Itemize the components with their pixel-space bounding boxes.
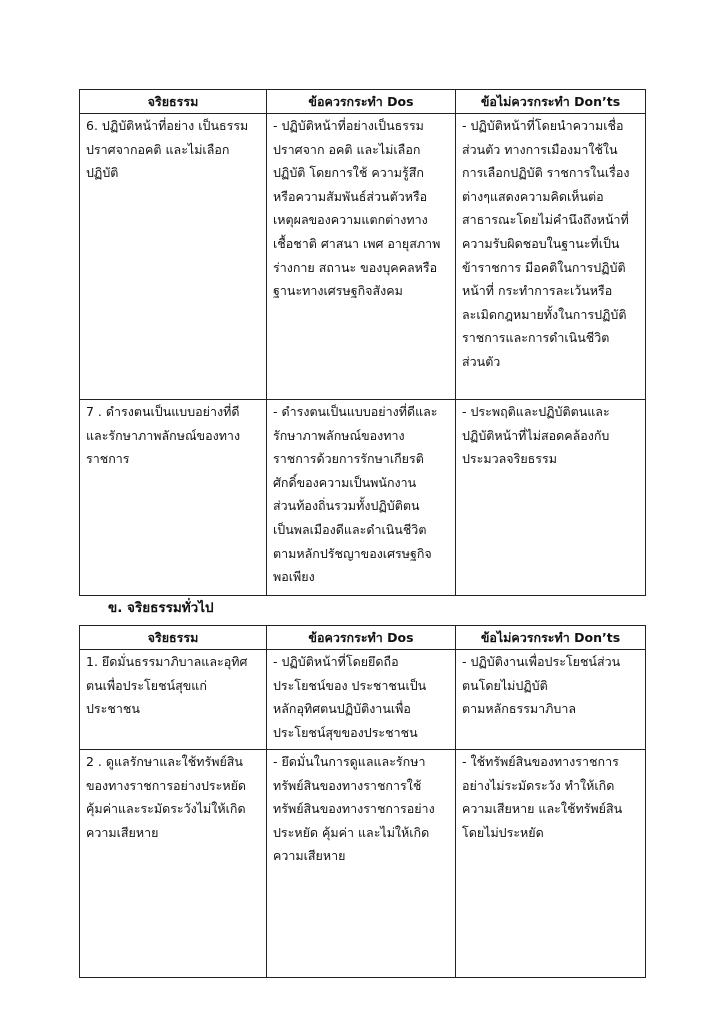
- dos-cell: [267, 114, 456, 400]
- donts-cell: [456, 650, 646, 750]
- table-row: [80, 114, 646, 400]
- donts-cell: [456, 750, 646, 978]
- table-row: [80, 400, 646, 596]
- dos-cell: [267, 750, 456, 978]
- header-dos: ข้อควรกระทำ Dos: [267, 626, 456, 650]
- ethics-cell: [80, 114, 267, 400]
- ethics-table-2: [79, 625, 646, 978]
- dos-cell: [267, 650, 456, 750]
- header-donts: ข้อไม่ควรกระทำ Don’ts: [456, 90, 646, 114]
- ethics-text: 1. ยึดมั่นธรรมาภิบาลและอุทิศ ตนเพื่อประโยชน์สุขแก่ ประชาชน: [86, 654, 248, 717]
- ethics-cell: [80, 750, 267, 978]
- ethics-text: 7 . ดำรงตนเป็นแบบอย่างที่ดี และรักษาภาพลักษณ์ของทาง ราชการ: [86, 404, 241, 467]
- header-ethics: จริยธรรม: [80, 626, 267, 650]
- ethics-table-1: [79, 89, 646, 596]
- ethics-text: 6. ปฏิบัติหน้าที่อย่าง เป็นธรรม ปราศจากอคติ และไม่เลือก ปฏิบัติ: [86, 118, 249, 181]
- dos-text: - ดำรงตนเป็นแบบอย่างที่ดีและ รักษาภาพลักษณ์ของทาง ราชการด้วยการรักษาเกียรติ ศักดิ์ของความเป็นพนักงาน ส่วนท้องถิ่นรวมทั้งปฏิบัติตน เป็นพลเมืองดีและดำเนินชีวิต ตามหลักปรัชญาของเศรษฐกิจ พอเพียง: [273, 404, 438, 585]
- donts-text: - ประพฤติและปฏิบัติตนและ ปฏิบัติหน้าที่ไม่สอดคล้องกับ ประมวลจริยธรรม: [462, 404, 610, 467]
- donts-cell: [456, 400, 646, 596]
- header-ethics: จริยธรรม: [80, 90, 267, 114]
- table-row: [80, 650, 646, 750]
- donts-text: - ใช้ทรัพย์สินของทางราชการ อย่างไม่ระมัดระวัง ทำให้เกิด ความเสียหาย และใช้ทรัพย์สิน โดยไม่ประหยัด: [462, 754, 623, 840]
- ethics-cell: [80, 650, 267, 750]
- donts-cell: [456, 114, 646, 400]
- dos-text: - ปฏิบัติหน้าที่อย่างเป็นธรรม ปราศจาก อคติ และไม่เลือก ปฏิบัติ โดยการใช้ ความรู้สึก หรือความสัมพันธ์ส่วนตัวหรือ เหตุผลของความแตกต่างทาง เชื้อชาติ ศาสนา เพศ อายุสภาพ ร่างกาย สถานะ ของบุคคลหรือ ฐานะทางเศรษฐกิจสังคม: [273, 118, 441, 299]
- dos-cell: [267, 400, 456, 596]
- dos-text: - ปฏิบัติหน้าที่โดยยึดถือ ประโยชน์ของ ประชาชนเป็น หลักอุทิศตนปฏิบัติงานเพื่อ ประโยชน์สุขของประชาชน: [273, 654, 427, 740]
- section-title-general-ethics: ข. จริยธรรมทั่วไป: [108, 600, 214, 616]
- ethics-cell: [80, 400, 267, 596]
- table-header-row: [80, 90, 646, 114]
- dos-text: - ยึดมั่นในการดูแลและรักษา ทรัพย์สินของทางราชการใช้ ทรัพย์สินของทางราชการอย่าง ประหยัด คุ้มค่า และไม่ให้เกิด ความเสียหาย: [273, 754, 435, 864]
- table-header-row: [80, 626, 646, 650]
- table-row: [80, 750, 646, 978]
- donts-text: - ปฏิบัติงานเพื่อประโยชน์ส่วน ตนโดยไม่ปฏิบัติ ตามหลักธรรมาภิบาล: [462, 654, 621, 717]
- header-donts: ข้อไม่ควรกระทำ Don’ts: [456, 626, 646, 650]
- ethics-text: 2 . ดูแลรักษาและใช้ทรัพย์สิน ของทางราชการอย่างประหยัด คุ้มค่าและระมัดระวังไม่ให้เกิด ความเสียหาย: [86, 754, 247, 840]
- header-dos: ข้อควรกระทำ Dos: [267, 90, 456, 114]
- donts-text: - ปฏิบัติหน้าที่โดยนำความเชื่อ ส่วนตัว ทางการเมืองมาใช้ใน การเลือกปฏิบัติ ราชการในเรื่อง ต่างๆแสดงความคิดเห็นต่อ สาธารณะโดยไม่คำนึงถึงหน้าที่ ความรับผิดชอบในฐานะที่เป็น ข้าราชการ มีอคติในการปฏิบัติ หน้าที่ กระทำการละเว้นหรือ ละเมิดกฎหมายทั้งในการปฏิบัติ ราชการและการดำเนินชีวิต ส่วนตัว: [462, 118, 630, 369]
